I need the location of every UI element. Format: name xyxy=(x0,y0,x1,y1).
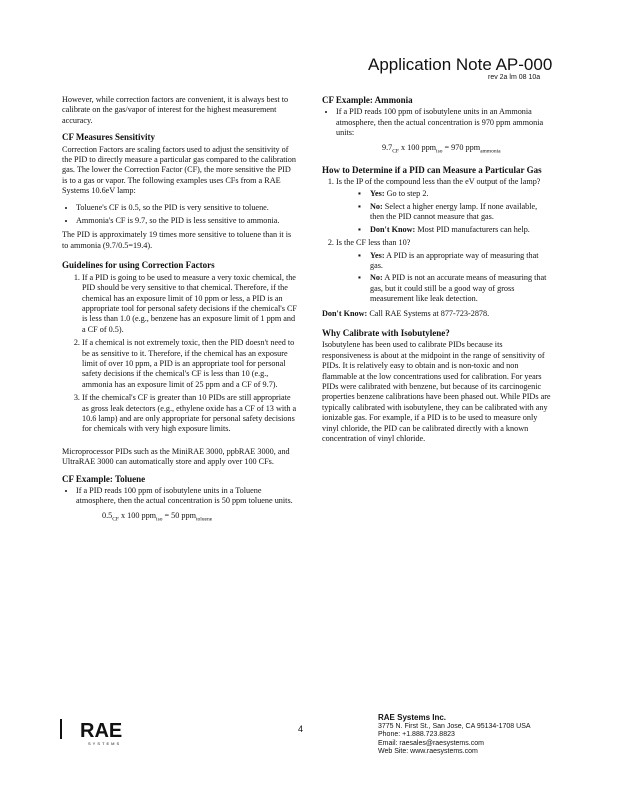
ammonia-bullet-list xyxy=(322,107,552,138)
cf-summary: The PID is approximately 19 times more sensitive to toluene than it is to ammonia (9.7/0.5=19.4). xyxy=(62,230,292,250)
revision-label: rev 2a lm 08 10a xyxy=(488,74,541,81)
guidelines-heading: Guidelines for using Correction Factors xyxy=(62,260,215,271)
list-item: • If a PID reads 100 ppm of isobutylene units in a Toluene atmosphere, then the actual concentration is 50 ppm toluene units. xyxy=(76,486,298,507)
list-item: ▪ Yes: Go to step 2. xyxy=(358,189,552,199)
ammonia-equation: $9.7_{CF}$ x 100 ppm$_{iso}$ = 970 ppm$_{ammonia}$ xyxy=(382,142,501,155)
list-item: ▪ No: A PID is not an accurate means of measuring that gas, but it could still be a good way of gross measurement like leak detection. xyxy=(358,273,552,304)
svg-text:SYSTEMS: SYSTEMS xyxy=(88,741,122,746)
list-item: • Ammonia's CF is 9.7, so the PID is less sensitive to ammonia. xyxy=(76,216,298,226)
dont-know-line: Don't Know: Call RAE Systems at 877-723-2878. xyxy=(322,308,490,318)
left-column xyxy=(62,95,298,531)
determine-steps xyxy=(322,177,552,304)
list-item: 1. If a PID is going to be used to measure a very toxic chemical, the PID should be very sensitive to that chemical. Therefore, if the chemical has an exposure limit of 10 ppm or less, a PID is an appropriate tool for personal safety decisions if the chemical's CF is less than 1.0 (e.g., benzene has an exposure limit of 1 ppm and a CF of 0.5). xyxy=(82,273,298,335)
determine-heading: How to Determine if a PID can Measure a Particular Gas xyxy=(322,164,542,175)
page-number: 4 xyxy=(298,724,304,734)
list-item: 2. If a chemical is not extremely toxic, then the PID doesn't need to be as sensitive to it. Therefore, if the chemical has an exposure limit of over 10 ppm, a PID is an appropriate tool for personal safety decisions if the chemical's CF is less than 10 (e.g., ammonia has an exposure limit of 25 ppm and a CF of 9.7). xyxy=(82,338,298,390)
list-item: • If a PID reads 100 ppm of isobutylene units in an Ammonia atmosphere, then the actual concentration is 970 ppm ammonia units: xyxy=(336,107,552,138)
guidelines-list xyxy=(62,273,298,435)
ammonia-example-heading: CF Example: Ammonia xyxy=(322,95,413,105)
microprocessor-paragraph: Microprocessor PIDs such as the MiniRAE 3000, ppbRAE 3000, and UltraRAE 3000 can automatically store and apply over 100 CFs. xyxy=(62,446,290,467)
toluene-example-heading: CF Example: Toluene xyxy=(62,473,146,484)
company-email: Email: raesales@raesystems.com xyxy=(378,739,484,747)
intro-paragraph: However, while correction factors are convenient, it is always best to calibrate on the gas/vapor of interest for the highest measurement accuracy. xyxy=(62,95,289,125)
question-text: Is the IP of the compound less than the eV output of the lamp? xyxy=(336,177,541,187)
list-item: 3. If the chemical's CF is greater than 10 PIDs are still appropriate as gross leak detectors (e.g., ethylene oxide has a CF of 13 with a 10.6 lamp) and are only appropriate for personal safety decisions for chemicals with very high exposure limits. xyxy=(82,393,298,435)
toluene-bullet-list xyxy=(62,486,298,507)
answer-list xyxy=(336,251,552,305)
list-item: • Toluene's CF is 0.5, so the PID is very sensitive to toluene. xyxy=(76,203,298,213)
page-title: Application Note AP-000 xyxy=(368,55,553,74)
cf-sensitivity-heading: CF Measures Sensitivity xyxy=(62,132,155,143)
cf-bullet-list xyxy=(62,203,298,227)
company-logo xyxy=(58,713,148,747)
company-website: Web Site: www.raesystems.com xyxy=(378,748,478,756)
list-item: ▪ Yes: A PID is an appropriate way of measuring that gas. xyxy=(358,251,552,272)
svg-text:RAE: RAE xyxy=(80,720,123,742)
question-text: Is the CF less than 10? xyxy=(336,238,411,248)
rae-logo-icon xyxy=(58,713,148,747)
list-item: ▪ Don't Know: Most PID manufacturers can help. xyxy=(358,225,552,235)
list-item xyxy=(336,177,552,235)
why-isobutylene-paragraph: Isobutylene has been used to calibrate PIDs because its responsiveness is about at the midpoint in the range of sensitivity of PIDs. It is relatively easy to obtain and is non-toxic and non flammable at the low concentrations used for calibration. For years PIDs were calibrated with benzene, but because of its carcinogenic properties benzene calibrations have been phased out. While PIDs are typically calibrated with isobutylene, they can be calibrated with any ionizable gas. For example, if a PID is to be used to measure only vinyl chloride, the PID can be calibrated directly with a known concentration of vinyl chloride. xyxy=(322,340,551,444)
answer-list xyxy=(336,189,552,235)
list-item xyxy=(336,238,552,304)
company-phone: Phone: +1.888.723.8823 xyxy=(378,731,455,739)
right-column xyxy=(322,95,552,450)
company-name: RAE Systems Inc. xyxy=(378,713,447,722)
why-isobutylene-heading: Why Calibrate with Isobutylene? xyxy=(322,327,450,338)
toluene-equation: $0.5_{CF}$ x 100 ppm$_{iso}$ = 50 ppm$_{toluene}$ xyxy=(102,510,213,523)
company-contact-block xyxy=(378,714,531,757)
cf-paragraph: Correction Factors are scaling factors used to adjust the sensitivity of the PID to directly measure a particular gas compared to the calibration gas. The lower the Correction Factor (CF), the more sensitive the PID is to a gas or vapor. The following examples uses CFs from a RAE Systems 10.6eV lamp: xyxy=(62,144,296,196)
list-item: ▪ No: Select a higher energy lamp. If none available, then the PID cannot measure that gas. xyxy=(358,202,552,223)
company-address: 3775 N. First St., San Jose, CA 95134-1708 USA xyxy=(378,722,531,730)
